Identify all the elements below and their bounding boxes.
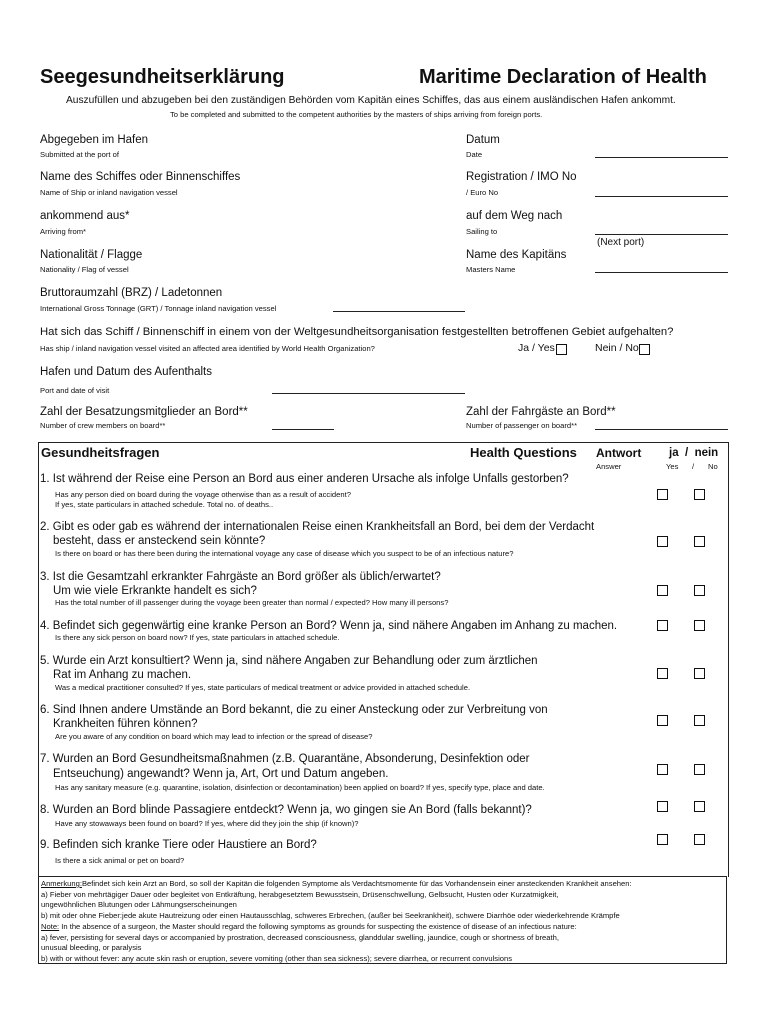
- question-9-text-en: Is there a sick animal or pet on board?: [55, 856, 185, 865]
- date-input-line[interactable]: [595, 157, 728, 158]
- question-7-text: 7. Wurden an Bord Gesundheitsmaßnahmen (z.B. Quarantäne, Absonderung, Desinfektion oder: [40, 753, 530, 765]
- question-6-yes-checkbox[interactable]: [657, 715, 668, 726]
- question-2-no-checkbox[interactable]: [694, 536, 705, 547]
- no-header: No: [708, 462, 718, 471]
- note-line-4: b) mit oder ohne Fieber:jede akute Hautreizung oder einen Hautausschlag, schweres Erbrechen, (außer bei Seekrankheit), schwere Diarrhöe oder wiederkehrende Krämpfe: [41, 911, 620, 921]
- crew-label: Zahl der Besatzungsmitglieder an Bord**: [40, 406, 248, 418]
- crew-input-line[interactable]: [272, 429, 334, 430]
- nationality-label-en: Nationality / Flag of vessel: [40, 265, 129, 274]
- passengers-label-en: Number of passenger on board**: [466, 421, 578, 430]
- nationality-label: Nationalität / Flagge: [40, 249, 143, 261]
- question-3-text-en: Has the total number of ill passenger during the voyage been greater than normal / expected? How many ill persons?: [55, 598, 449, 607]
- note-line-8: b) with or without fever: any acute skin rash or eruption, severe vomiting (other than sea sickness); severe diarrhea, or recurrent convulsions: [41, 953, 513, 963]
- date-label: Datum: [466, 134, 500, 146]
- note-line-7: unusual bleeding, or paralysis: [41, 943, 142, 953]
- question-6-text-2: Krankheiten führen können?: [53, 718, 198, 730]
- question-7-text-2: Entseuchung) angewandt? Wenn ja, Art, Ort und Datum angeben.: [53, 768, 389, 780]
- next-port-hint: (Next port): [597, 237, 645, 248]
- tonnage-label-en: International Gross Tonnage (GRT) / Tonnage inland navigation vessel: [40, 304, 277, 313]
- note-line-1: Anmerkung:Befindet sich kein Arzt an Bord, so soll der Kapitän die folgenden Symptome als Verdachtsmomente für das Vorhandensein einer ansteckenden Krankheit ansehen:: [41, 879, 632, 888]
- affected-no-checkbox[interactable]: [639, 344, 650, 355]
- question-3-yes-checkbox[interactable]: [657, 585, 668, 596]
- question-8-no-checkbox[interactable]: [694, 801, 705, 812]
- question-3-text: 3. Ist die Gesamtzahl erkrankter Fahrgäste an Bord größer als üblich/erwartet?: [40, 571, 441, 583]
- note-box: [38, 876, 727, 964]
- question-9-yes-checkbox[interactable]: [657, 834, 668, 845]
- question-3-no-checkbox[interactable]: [694, 585, 705, 596]
- master-label-en: Masters Name: [466, 265, 516, 274]
- question-4-text-en: Is there any sick person on board now? If yes, state particulars in attached schedule.: [55, 633, 340, 642]
- question-1-text-en-2: If yes, state particulars in attached schedule. Total no. of deaths..: [55, 500, 274, 509]
- title-english: Maritime Declaration of Health: [419, 66, 707, 88]
- question-1-yes-checkbox[interactable]: [657, 489, 668, 500]
- tonnage-input-line[interactable]: [333, 311, 465, 312]
- arriving-label: ankommend aus*: [40, 210, 130, 222]
- question-8-text-en: Have any stowaways been found on board? If yes, where did they join the ship (if known)?: [55, 819, 359, 828]
- question-7-text-en: Has any sanitary measure (e.g. quarantine, isolation, disinfection or decontamination) been applied on board? If yes, specify type, place and date.: [55, 783, 545, 792]
- question-6-text-en: Are you aware of any condition on board which may lead to infection or the spread of disease?: [55, 732, 373, 741]
- registration-label-en: / Euro No: [466, 188, 499, 197]
- sailing-input-line[interactable]: [595, 234, 728, 235]
- question-4-yes-checkbox[interactable]: [657, 620, 668, 631]
- question-8-text: 8. Wurden an Bord blinde Passagiere entdeckt? Wenn ja, wo gingen sie An Bord (falls bekannt)?: [40, 804, 532, 816]
- ship-label-en: Name of Ship or inland navigation vessel: [40, 188, 178, 197]
- note-label-english: Note:: [41, 921, 60, 931]
- registration-input-line[interactable]: [595, 196, 728, 197]
- question-7-yes-checkbox[interactable]: [657, 764, 668, 775]
- question-8-yes-checkbox[interactable]: [657, 801, 668, 812]
- ja-nein-header: ja / nein: [669, 447, 719, 459]
- affected-area-question-en: Has ship / inland navigation vessel visited an affected area identified by World Health Organization?: [40, 344, 375, 353]
- visit-input-line[interactable]: [272, 393, 465, 394]
- answer-header: Antwort: [596, 446, 642, 460]
- title-german: Seegesundheitserklärung: [40, 66, 285, 88]
- visit-label-en: Port and date of visit: [40, 386, 110, 395]
- date-label-en: Date: [466, 150, 483, 159]
- crew-label-en: Number of crew members on board**: [40, 421, 166, 430]
- question-2-text: 2. Gibt es oder gab es während der internationalen Reise einen Krankheitsfall an Bord, bei dem der Verdacht: [40, 521, 595, 533]
- sailing-label: auf dem Weg nach: [466, 210, 563, 222]
- answer-header-en: Answer: [596, 462, 622, 471]
- note-line-5: Note: In the absence of a surgeon, the Master should regard the following symptoms as grounds for suspecting the existence of disease of an infectious nature:: [41, 921, 577, 931]
- subtitle-english: To be completed and submitted to the competent authorities by the masters of ships arriving from foreign ports.: [170, 110, 543, 119]
- note-line-2: a) Fieber von mehrtägiger Dauer oder begleitet von Entkräftung, herabgesetztem Bewusstsein, Drüsenschwellung, Gelbsucht, Husten oder Kurzatmigkeit,: [41, 889, 559, 899]
- question-6-no-checkbox[interactable]: [694, 715, 705, 726]
- arriving-label-en: Arriving from*: [40, 227, 86, 236]
- question-6-text: 6. Sind Ihnen andere Umstände an Bord bekannt, die zu einer Ansteckung oder zur Verbreitung von: [40, 704, 548, 716]
- passengers-input-line[interactable]: [595, 429, 728, 430]
- health-title-english: Health Questions: [470, 445, 577, 460]
- subtitle-german: Auszufüllen und abzugeben bei den zuständigen Behörden vom Kapitän eines Schiffes, das aus einem ausländischen Hafen ankommt.: [66, 95, 676, 106]
- question-5-no-checkbox[interactable]: [694, 668, 705, 679]
- health-title-german: Gesundheitsfragen: [41, 445, 160, 460]
- affected-area-question: Hat sich das Schiff / Binnenschiff in einem von der Weltgesundheitsorganisation festgestellten betroffenen Gebiet aufgehalten?: [40, 326, 674, 338]
- question-5-yes-checkbox[interactable]: [657, 668, 668, 679]
- affected-yes-label: Ja / Yes: [518, 342, 555, 354]
- slash-header: /: [692, 462, 695, 471]
- sailing-label-en: Sailing to: [466, 227, 498, 236]
- question-1-no-checkbox[interactable]: [694, 489, 705, 500]
- master-label: Name des Kapitäns: [466, 249, 567, 261]
- visit-label: Hafen und Datum des Aufenthalts: [40, 366, 212, 378]
- ship-label: Name des Schiffes oder Binnenschiffes: [40, 171, 241, 183]
- question-4-text: 4. Befindet sich gegenwärtig eine kranke Person an Bord? Wenn ja, sind nähere Angaben im Anhang zu machen.: [40, 620, 618, 632]
- question-4-no-checkbox[interactable]: [694, 620, 705, 631]
- question-2-yes-checkbox[interactable]: [657, 536, 668, 547]
- question-7-no-checkbox[interactable]: [694, 764, 705, 775]
- passengers-label: Zahl der Fahrgäste an Bord**: [466, 406, 616, 418]
- port-label-en: Submitted at the port of: [40, 150, 119, 159]
- question-1-text: 1. Ist während der Reise eine Person an Bord aus einer anderen Ursache als infolge Unfalls gestorben?: [40, 473, 569, 485]
- question-2-text-2: besteht, dass er ansteckend sein könnte?: [53, 535, 266, 547]
- question-2-text-en: Is there on board or has there been during the international voyage any case of disease which you suspect to be of an infectious nature?: [55, 549, 514, 558]
- question-9-text: 9. Befinden sich kranke Tiere oder Haustiere an Bord?: [40, 839, 317, 851]
- question-1-text-en: Has any person died on board during the voyage otherwise than as a result of accident?: [55, 490, 351, 499]
- question-9-no-checkbox[interactable]: [694, 834, 705, 845]
- note-line-6: a) fever, persisting for several days or accompanied by prostration, decreased consciousness, glanddular swelling, jaundice, cough or shortness of breath,: [41, 932, 559, 942]
- master-input-line[interactable]: [595, 272, 728, 273]
- question-3-text-2: Um wie viele Erkrankte handelt es sich?: [53, 585, 257, 597]
- question-5-text-en: Was a medical practitioner consulted? If yes, state particulars of medical treatment or advice provided in attached schedule.: [55, 683, 471, 692]
- question-5-text-2: Rat im Anhang zu machen.: [53, 669, 192, 681]
- question-5-text: 5. Wurde ein Arzt konsultiert? Wenn ja, sind nähere Angaben zur Behandlung oder zum ärztlichen: [40, 655, 538, 667]
- yes-header: Yes: [666, 462, 679, 471]
- note-label-german: Anmerkung:: [41, 879, 82, 888]
- tonnage-label: Bruttoraumzahl (BRZ) / Ladetonnen: [40, 287, 223, 299]
- affected-yes-checkbox[interactable]: [556, 344, 567, 355]
- port-label: Abgegeben im Hafen: [40, 134, 149, 146]
- affected-no-label: Nein / No: [595, 342, 639, 354]
- note-line-3: ungewöhnlichen Blutungen oder Lähmungserscheinungen: [41, 900, 237, 910]
- registration-label: Registration / IMO No: [466, 171, 577, 183]
